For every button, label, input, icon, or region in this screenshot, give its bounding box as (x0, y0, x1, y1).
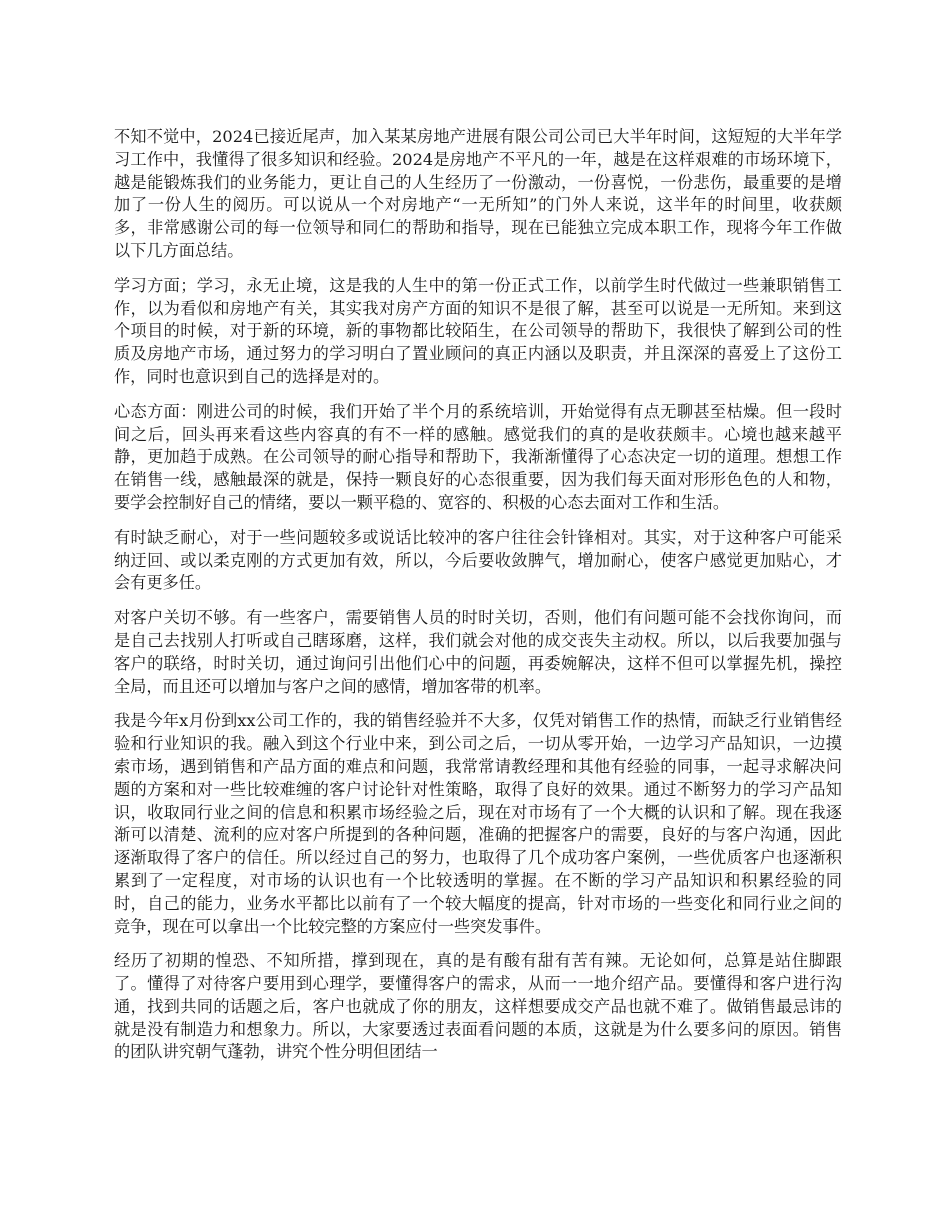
document-body (114, 126, 842, 1076)
paragraph-intro: 不知不觉中，2024已接近尾声，加入某某房地产进展有限公司公司已大半年时间，这短短的大半年学习工作中，我懂得了很多知识和经验。2024是房地产不平凡的一年，越是在这样艰难的市场环境下，越是能锻炼我们的业务能力，更让自己的人生经历了一份激动，一份喜悦，一份悲伤，最重要的是增加了一份人生的阅历。可以说从一个对房地产“一无所知”的门外人来说，这半年的时间里，收获颇多，非常感谢公司的每一位领导和同仁的帮助和指导，现在已能独立完成本职工作，现将今年工作做以下几方面总结。 (114, 127, 842, 260)
paragraph-patience: 有时缺乏耐心，对于一些问题较多或说话比较冲的客户往往会针锋相对。其实，对于这种客户可能采纳迂回、或以柔克刚的方式更加有效，所以，今后要收敛脾气，增加耐心，使客户感觉更加贴心，才会有更多任。 (114, 527, 842, 593)
paragraph-customer-care: 对客户关切不够。有一些客户，需要销售人员的时时关切，否则，他们有问题可能不会找你询问，而是自己去找别人打听或自己瞎琢磨，这样，我们就会对他的成交丧失主动权。所以，以后我要加强与客户的联络，时时关切，通过询问引出他们心中的问题，再委婉解决，这样不但可以掌握先机，操控全局，而且还可以增加与客户之间的感情，增加客带的机率。 (114, 608, 842, 696)
paragraph-learning: 学习方面；学习，永无止境，这是我的人生中的第一份正式工作，以前学生时代做过一些兼职销售工作，以为看似和房地产有关，其实我对房产方面的知识不是很了解，甚至可以说是一无所知。来到这个项目的时候，对于新的环境，新的事物都比较陌生，在公司领导的帮助下，我很快了解到公司的性质及房地产市场，通过努力的学习明白了置业顾问的真正内涵以及职责，并且深深的喜爱上了这份工作，同时也意识到自己的选择是对的。 (114, 275, 842, 386)
paragraph-mindset: 心态方面：刚进公司的时候，我们开始了半个月的系统培训，开始觉得有点无聊甚至枯燥。但一段时间之后，回头再来看这些内容真的有不一样的感触。感觉我们的真的是收获颇丰。心境也越来越平静，更加趋于成熟。在公司领导的耐心指导和帮助下，我渐渐懂得了心态决定一切的道理。想想工作在销售一线，感触最深的就是，保持一颗良好的心态很重要，因为我们每天面对形形色色的人和物，要学会控制好自己的情绪，要以一颗平稳的、宽容的、积极的心态去面对工作和生活。 (114, 401, 842, 512)
paragraph-experience: 我是今年x月份到xx公司工作的，我的销售经验并不大多，仅凭对销售工作的热情，而缺乏行业销售经验和行业知识的我。融入到这个行业中来，到公司之后，一切从零开始，一边学习产品知识，一边摸索市场，遇到销售和产品方面的难点和问题，我常常请教经理和其他有经验的同事，一起寻求解决问题的方案和对一些比较难缠的客户讨论针对性策略，取得了良好的效果。通过不断努力的学习产品知识，收取同行业之间的信息和积累市场经验之后，现在对市场有了一个大概的认识和了解。现在我逐渐可以清楚、流利的应对客户所提到的各种问题，准确的把握客户的需要，良好的与客户沟通，因此逐渐取得了客户的信任。所以经过自己的努力，也取得了几个成功客户案例，一些优质客户也逐渐积累到了一定程度，对市场的认识也有一个比较透明的掌握。在不断的学习产品知识和积累经验的同时，自己的能力，业务水平都比以前有了一个较大幅度的提高，针对市场的一些变化和同行业之间的竞争，现在可以拿出一个比较完整的方案应付一些突发事件。 (114, 711, 842, 936)
paragraph-reflection: 经历了初期的惶恐、不知所措，撑到现在，真的是有酸有甜有苦有辣。无论如何，总算是站住脚跟了。懂得了对待客户要用到心理学，要懂得客户的需求，从而一一地介绍产品。要懂得和客户进行沟通，找到共同的话题之后，客户也就成了你的朋友，这样想要成交产品也就不难了。做销售最忌讳的就是没有制造力和想象力。所以，大家要透过表面看问题的本质，这就是为什么要多问的原因。销售的团队讲究朝气蓬勃，讲究个性分明但团结一 (114, 951, 842, 1062)
